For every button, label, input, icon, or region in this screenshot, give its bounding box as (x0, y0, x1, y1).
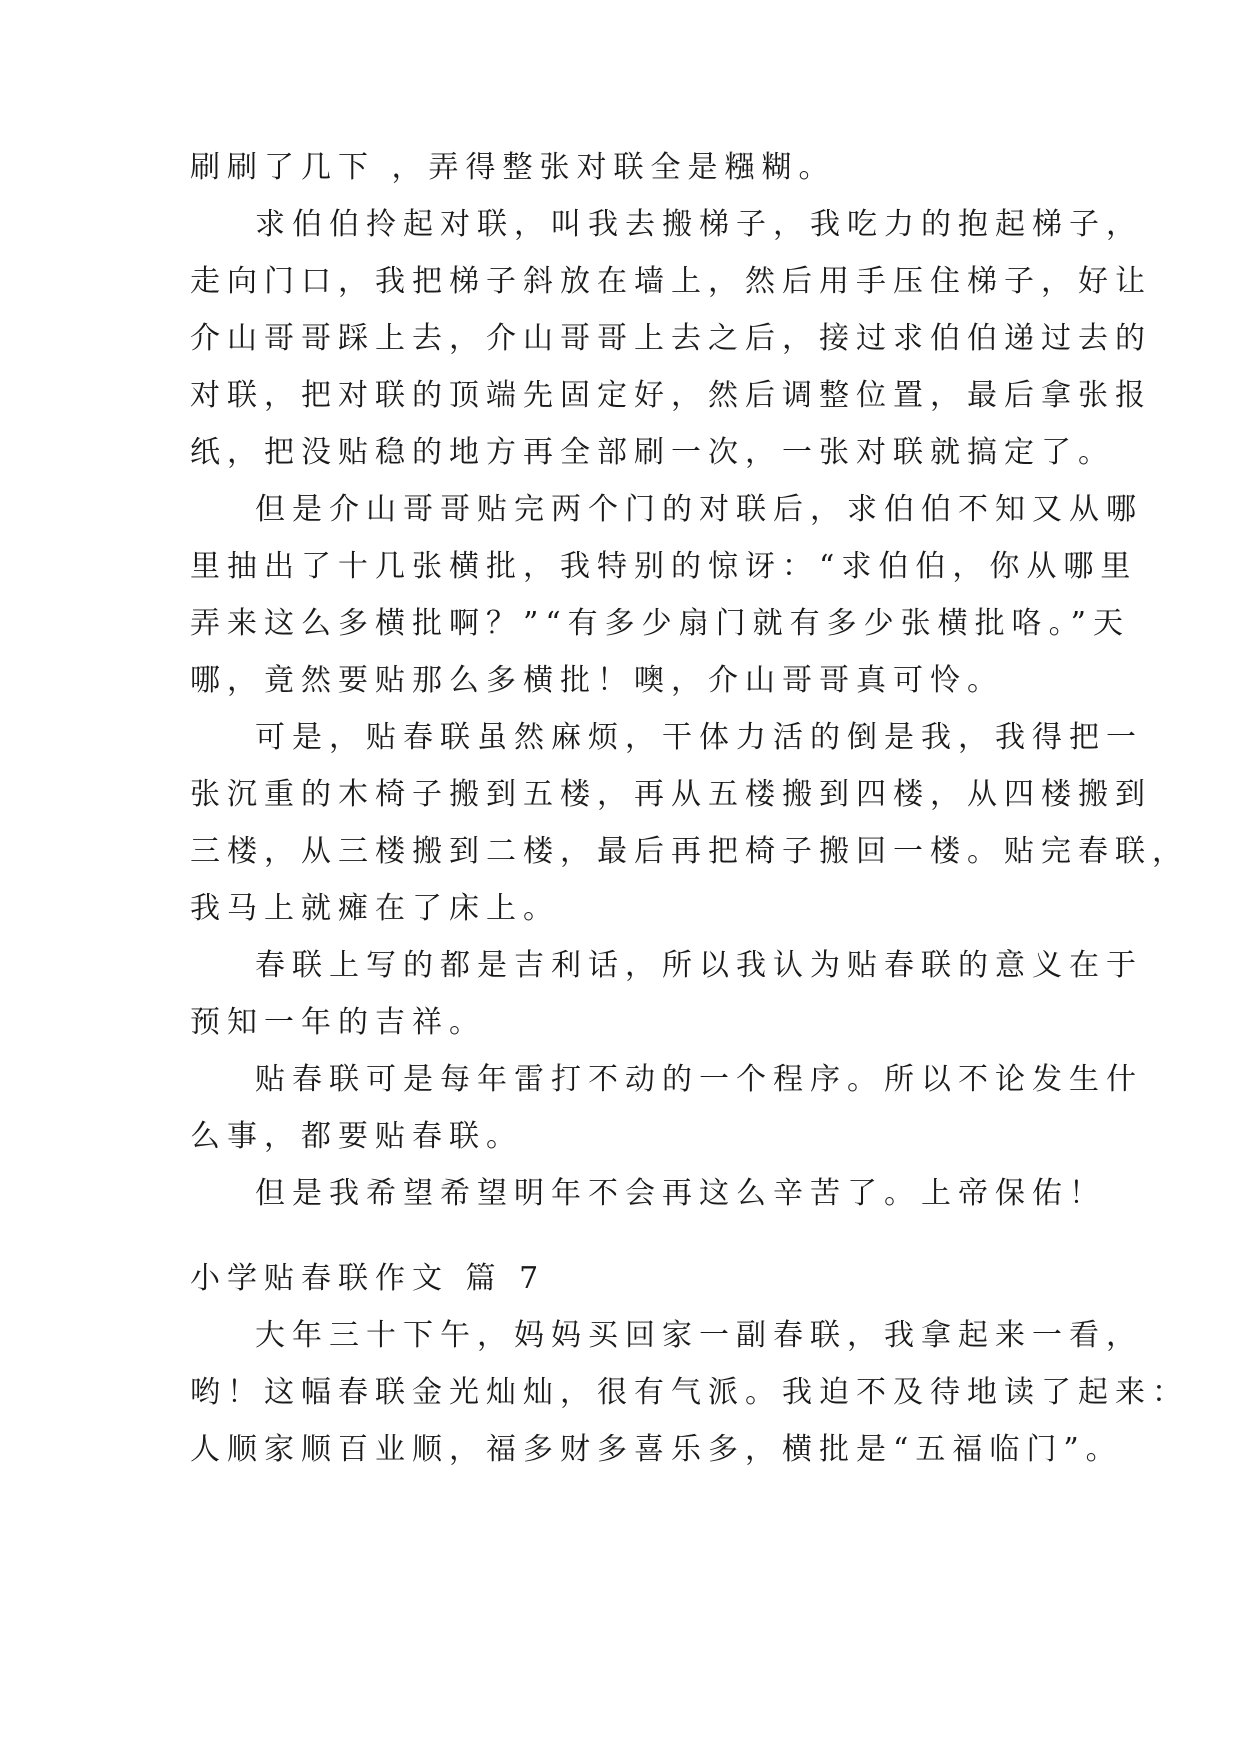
paragraph-line: 贴春联可是每年雷打不动的一个程序。所以不论发生什 (255, 1062, 1143, 1097)
paragraph-line: 走向门口，我把梯子斜放在墙上，然后用手压住梯子，好让 (190, 264, 1152, 299)
paragraph-line: 大年三十下午，妈妈买回家一副春联，我拿起来一看， (255, 1318, 1143, 1353)
paragraph-line: 求伯伯拎起对联，叫我去搬梯子，我吃力的抱起梯子， (255, 207, 1143, 242)
paragraph-line: 但是我希望希望明年不会再这么辛苦了。上帝保佑！ (255, 1176, 1106, 1211)
paragraph-line: 对联，把对联的顶端先固定好，然后调整位置，最后拿张报 (190, 378, 1152, 413)
paragraph-line: 我马上就瘫在了床上。 (190, 891, 560, 926)
paragraph-line: 但是介山哥哥贴完两个门的对联后，求伯伯不知又从哪 (255, 492, 1143, 527)
section-heading: 小学贴春联作文 篇 7 (190, 1261, 546, 1296)
paragraph-line: 可是，贴春联虽然麻烦，干体力活的倒是我，我得把一 (255, 720, 1143, 755)
paragraph-line: 张沉重的木椅子搬到五楼，再从五楼搬到四楼，从四楼搬到 (190, 777, 1152, 812)
paragraph-line: 预知一年的吉祥。 (190, 1005, 486, 1040)
paragraph-line: 哟！这幅春联金光灿灿，很有气派。我迫不及待地读了起来： (190, 1375, 1189, 1410)
paragraph-line: 么事，都要贴春联。 (190, 1119, 523, 1154)
paragraph-line: 纸，把没贴稳的地方再全部刷一次，一张对联就搞定了。 (190, 435, 1115, 470)
paragraph-line: 哪，竟然要贴那么多横批！噢，介山哥哥真可怜。 (190, 663, 1004, 698)
paragraph-line: 介山哥哥踩上去，介山哥哥上去之后，接过求伯伯递过去的 (190, 321, 1152, 356)
paragraph-line: 弄来这么多横批啊？”“有多少扇门就有多少张横批咯。”天 (190, 606, 1131, 641)
paragraph-line: 三楼，从三楼搬到二楼，最后再把椅子搬回一楼。贴完春联， (190, 834, 1189, 869)
paragraph-line: 人顺家顺百业顺，福多财多喜乐多，横批是“五福临门”。 (190, 1432, 1123, 1467)
paragraph-line: 里抽出了十几张横批，我特别的惊讶：“求伯伯，你从哪里 (190, 549, 1138, 584)
paragraph-line: 刷刷了几下 ，弄得整张对联全是糨糊。 (190, 150, 836, 185)
paragraph-line: 春联上写的都是吉利话，所以我认为贴春联的意义在于 (255, 948, 1143, 983)
